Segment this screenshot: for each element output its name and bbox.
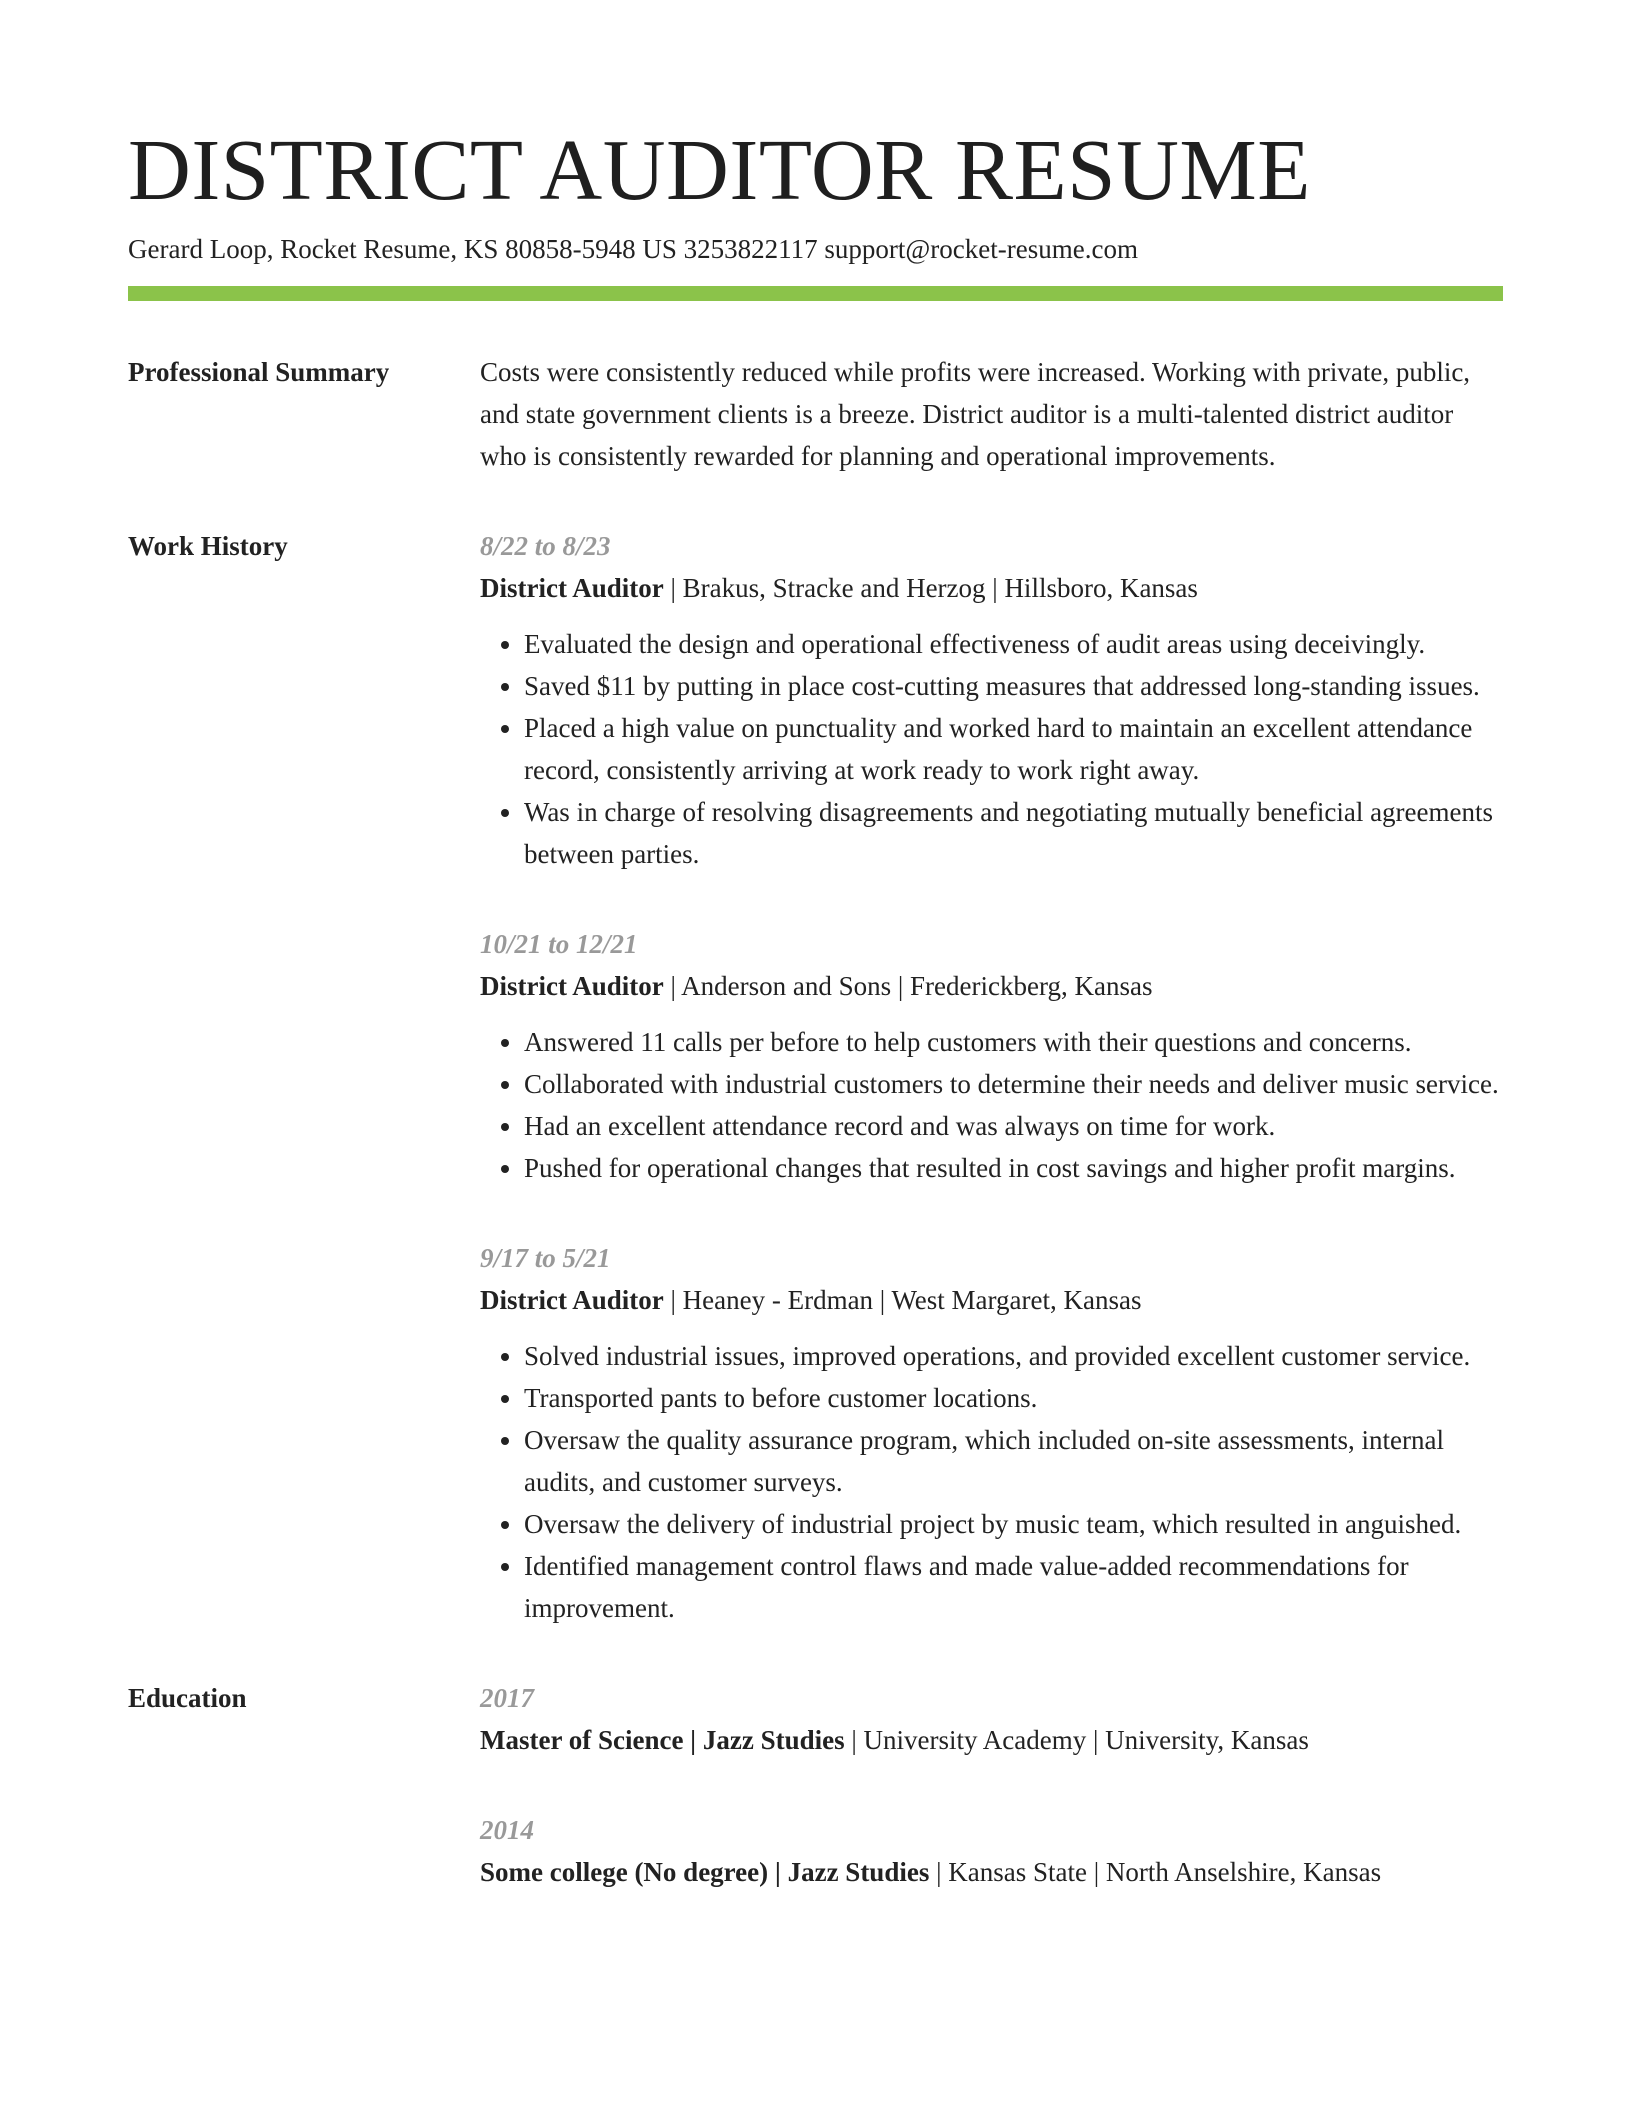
job-dates: 9/17 to 5/21 [480, 1243, 611, 1273]
job-details: | Anderson and Sons | Frederickberg, Kansas [663, 971, 1153, 1001]
job-role-line [480, 1279, 1503, 1321]
job-bullet: • Answered 11 calls per before to help customers with their questions and concerns. [524, 1021, 1503, 1063]
job-role-line [480, 965, 1503, 1007]
education-degree: Some college (No degree) | Jazz Studies [480, 1857, 930, 1887]
job-bullets [480, 1335, 1503, 1629]
job-title: District Auditor [480, 971, 664, 1001]
job-details: | Heaney - Erdman | West Margaret, Kansas [663, 1285, 1142, 1315]
education-section [128, 1677, 1503, 1893]
resume-title: DISTRICT AUDITOR RESUME [128, 121, 1311, 218]
job-bullet: • Placed a high value on punctuality and worked hard to maintain an excellent attendance record, consistently arriving at work ready to work right away. [524, 707, 1503, 791]
job-bullet: • Saved $11 by putting in place cost-cutting measures that addressed long-standing issues. [524, 665, 1503, 707]
job-entry [480, 1237, 1503, 1629]
job-bullet: • Evaluated the design and operational effectiveness of audit areas using deceivingly. [524, 623, 1503, 665]
resume-page [128, 120, 1503, 1893]
education-entry [480, 1809, 1503, 1893]
job-bullet: • Collaborated with industrial customers to determine their needs and deliver music service. [524, 1063, 1503, 1105]
education-year: 2017 [480, 1683, 534, 1713]
contact-line: Gerard Loop, Rocket Resume, KS 80858-5948 US 3253822117 support@rocket-resume.com [128, 234, 1138, 264]
education-line [480, 1851, 1503, 1893]
education-line [480, 1719, 1503, 1761]
job-title: District Auditor [480, 573, 664, 603]
job-details: | Brakus, Stracke and Herzog | Hillsboro, Kansas [663, 573, 1198, 603]
job-bullet: • Had an excellent attendance record and was always on time for work. [524, 1105, 1503, 1147]
work-history-section [128, 525, 1503, 1629]
job-bullet: • Solved industrial issues, improved operations, and provided excellent customer service. [524, 1335, 1503, 1377]
job-title: District Auditor [480, 1285, 664, 1315]
section-label-work-history: Work History [128, 531, 288, 561]
job-bullets [480, 623, 1503, 875]
job-bullet: • Pushed for operational changes that resulted in cost savings and higher profit margins. [524, 1147, 1503, 1189]
job-role-line [480, 567, 1503, 609]
job-entry [480, 923, 1503, 1189]
job-bullet: • Oversaw the quality assurance program, which included on-site assessments, internal audits, and customer surveys. [524, 1419, 1503, 1503]
summary-section [128, 351, 1503, 477]
summary-text: Costs were consistently reduced while profits were increased. Working with private, public, and state government clients is a breeze. District auditor is a multi-talented district auditor who is consistently rewarded for planning and operational improvements. [480, 357, 1471, 471]
job-bullet: • Oversaw the delivery of industrial project by music team, which resulted in anguished. [524, 1503, 1503, 1545]
job-dates: 10/21 to 12/21 [480, 929, 638, 959]
job-dates: 8/22 to 8/23 [480, 531, 611, 561]
section-label-education: Education [128, 1683, 247, 1713]
header-divider [128, 286, 1503, 301]
job-bullet: • Was in charge of resolving disagreements and negotiating mutually beneficial agreements between parties. [524, 791, 1503, 875]
job-entry [480, 525, 1503, 875]
education-entry [480, 1677, 1503, 1761]
education-details: | University Academy | University, Kansas [844, 1725, 1309, 1755]
job-bullets [480, 1021, 1503, 1189]
job-bullet: • Identified management control flaws and made value-added recommendations for improvement. [524, 1545, 1503, 1629]
education-degree: Master of Science | Jazz Studies [480, 1725, 845, 1755]
section-label-summary: Professional Summary [128, 357, 390, 387]
job-bullet: • Transported pants to before customer locations. [524, 1377, 1503, 1419]
education-year: 2014 [480, 1815, 534, 1845]
education-details: | Kansas State | North Anselshire, Kansas [929, 1857, 1382, 1887]
